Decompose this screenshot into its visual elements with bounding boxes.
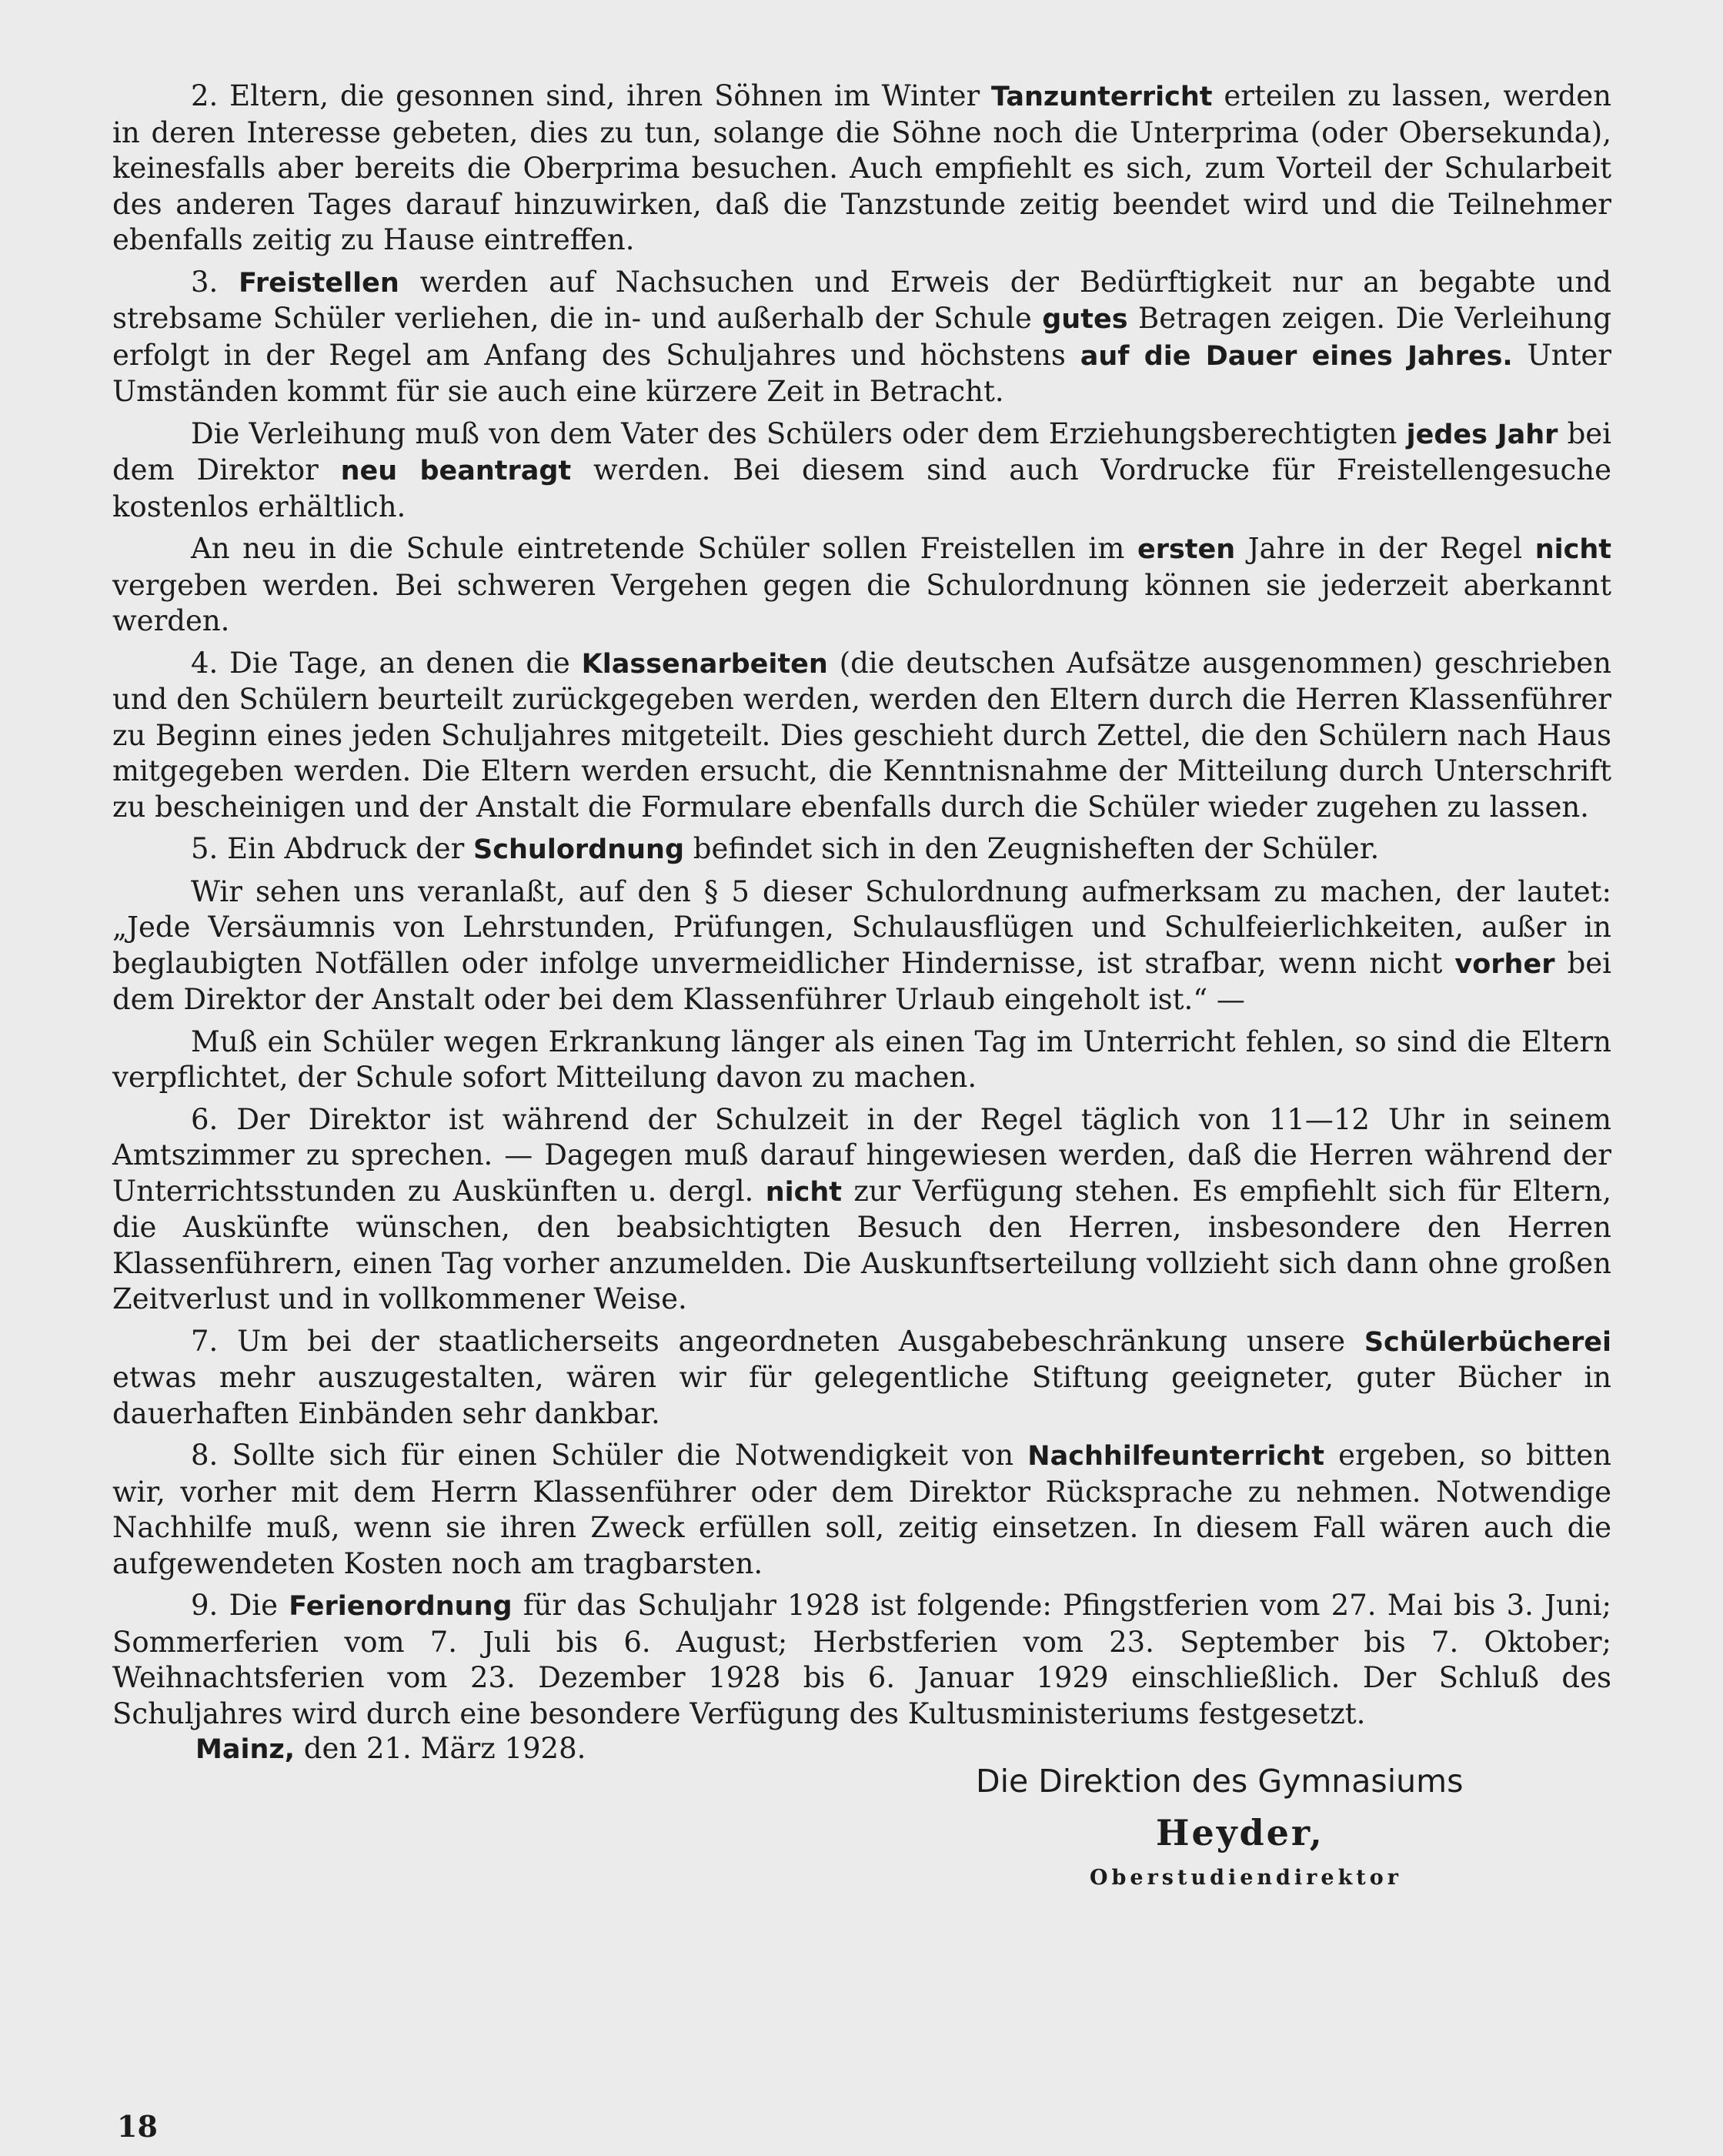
paragraph-text: werden auf Nachsuchen und Erweis der Bedürftigkeit nur an begabte und strebsame Schüler verliehen, die in- und außerhalb der Schule (112, 265, 1611, 335)
dateline (195, 1732, 586, 1765)
paragraph (112, 79, 1611, 259)
paragraph-text: 3. (191, 265, 239, 299)
emphasis-text: vorher (1454, 948, 1555, 980)
paragraph-text: bei dem Direktor der Anstalt oder bei dem Klassenführer Urlaub eingeholt ist.“ — (112, 946, 1611, 1016)
paragraph (112, 265, 1611, 410)
paragraph-text: 9. Die (191, 1589, 289, 1622)
signature-organization: Die Direktion des Gymnasiums (976, 1763, 1464, 1800)
paragraph-text: Muß ein Schüler wegen Erkrankung länger als einen Tag im Unterricht fehlen, so sind die Eltern verpflichtet, der Schule sofort Mitteilung davon zu machen. (112, 1025, 1611, 1094)
paragraph-text: Die Verleihung muß von dem Vater des Schülers oder dem Erziehungsberechtigten (191, 416, 1407, 450)
paragraph-text: 2. Eltern, die gesonnen sind, ihren Söhnen im Winter (191, 79, 992, 112)
paragraph-text: (die deutschen Aufsätze ausgenommen) geschrieben und den Schülern beurteilt zurückgegeben werden, werden den Eltern durch die Herren Klassenführer zu Beginn eines jeden Schuljahres mitgeteilt. Dies geschieht durch Zettel, die den Schülern nach Haus mitgegeben werden. Die Eltern werden ersucht, die Kenntnisnahme der Mitteilung durch Unterschrift zu bescheinigen und der Anstalt die Formulare ebenfalls durch die Schüler wieder zugehen zu lassen. (112, 646, 1611, 824)
dateline-date: den 21. März 1928. (295, 1732, 586, 1765)
paragraph-text: 7. Um bei der staatlicherseits angeordneten Ausgabebeschränkung unsere (191, 1324, 1364, 1358)
paragraph-text: etwas mehr auszugestalten, wären wir für gelegentliche Stiftung geeigneter, guter Bücher in dauerhaften Einbänden sehr dankbar. (112, 1361, 1611, 1430)
paragraph (112, 646, 1611, 826)
body-text (112, 79, 1611, 1738)
emphasis-text: Freistellen (239, 267, 399, 299)
paragraph (112, 1324, 1611, 1432)
paragraph-text: 4. Die Tage, an denen die (191, 646, 582, 680)
paragraph-text: 6. Der Direktor ist während der Schulzeit in der Regel täglich von 11—12 Uhr in seinem Amtszimmer zu sprechen. — Dagegen muß darauf hingewiesen werden, daß die Herren während der Unterrichtsstunden zu Auskünften u. dergl. (112, 1102, 1611, 1208)
emphasis-text: nicht (765, 1176, 843, 1208)
paragraph-text: für das Schuljahr 1928 ist folgende: Pfingstferien vom 27. Mai bis 3. Juni; Sommerferien vom 7. Juli bis 6. August; Herbstferien vom 23. September bis 7. Oktober; Weihnachtsferien vom 23. Dezember 1928 bis 6. Januar 1929 einschließlich. Der Schluß des Schuljahres wird durch eine besondere Verfügung des Kultusministeriums festgesetzt. (112, 1589, 1611, 1730)
dateline-place: Mainz, (195, 1734, 296, 1765)
paragraph-text: vergeben werden. Bei schweren Vergehen gegen die Schulordnung können sie jederzeit aberkannt werden. (112, 568, 1611, 637)
paragraph-text: Unter Umständen kommt für sie auch eine kürzere Zeit in Betracht. (112, 338, 1611, 408)
paragraph-text: zur Verfügung stehen. Es empfiehlt sich für Eltern, die Auskünfte wünschen, den beabsichtigten Besuch den Herren, insbesondere den Herren Klassenführern, einen Tag vorher anzumelden. Die Auskunftserteilung vollzieht sich dann ohne großen Zeitverlust und in vollkommener Weise. (112, 1174, 1612, 1315)
paragraph-text: Betragen zeigen. Die Verleihung erfolgt in der Regel am Anfang des Schuljahres und höchstens (112, 302, 1612, 372)
paragraph (112, 1102, 1611, 1318)
emphasis-text: Klassenarbeiten (581, 648, 828, 680)
paragraph (112, 874, 1611, 1018)
paragraph-text: Jahre in der Regel (1235, 532, 1535, 565)
signature-name: Heyder, (1156, 1812, 1324, 1853)
paragraph (112, 416, 1611, 526)
paragraph-text: bei dem Direktor (112, 416, 1611, 486)
emphasis-text: Schulordnung (473, 834, 684, 865)
emphasis-text: neu beantragt (340, 456, 572, 486)
emphasis-text: ersten (1137, 534, 1236, 565)
paragraph-text: An neu in die Schule eintretende Schüler sollen Freistellen im (191, 532, 1137, 565)
paragraph-text: 5. Ein Abdruck der (191, 832, 474, 865)
emphasis-text: Schülerbücherei (1364, 1326, 1611, 1358)
page-number: 18 (117, 2109, 158, 2144)
emphasis-text: jedes Jahr (1406, 419, 1558, 450)
paragraph (112, 531, 1611, 640)
emphasis-text: Ferienordnung (289, 1591, 513, 1622)
paragraph (112, 1438, 1611, 1582)
paragraph (112, 1588, 1611, 1732)
signature-title: Oberstudiendirektor (1090, 1866, 1403, 1890)
paragraph-text: Wir sehen uns veranlaßt, auf den § 5 dieser Schulordnung aufmerksam zu machen, der lautet: „Jede Versäumnis von Lehrstunden, Prüfungen, Schulausflügen und Schulfeierlichkeiten, außer in beglaubigten Notfällen oder infolge unvermeidlicher Hindernisse, ist strafbar, wenn nicht (112, 874, 1611, 980)
emphasis-text: gutes (1042, 304, 1128, 335)
paragraph-text: werden. Bei diesem sind auch Vordrucke für Freistellengesuche kostenlos erhältlich. (112, 453, 1611, 523)
paragraph (112, 1025, 1611, 1096)
emphasis-text: Nachhilfeunterricht (1027, 1441, 1324, 1472)
paragraph-text: 8. Sollte sich für einen Schüler die Notwendigkeit von (191, 1439, 1028, 1472)
emphasis-text: Tanzunterricht (991, 82, 1213, 112)
paragraph-text: erteilen zu lassen, werden in deren Interesse gebeten, dies zu tun, solange die Söhne noch die Unterprima (oder Obersekunda), keinesfalls aber bereits die Oberprima besuchen. Auch empfiehlt es sich, zum Vorteil der Schularbeit des anderen Tages darauf hinzuwirken, daß die Tanzstunde zeitig beendet wird und die Teilnehmer ebenfalls zeitig zu Hause eintreffen. (112, 79, 1611, 256)
emphasis-text: nicht (1534, 534, 1611, 565)
emphasis-text: auf die Dauer eines Jahres. (1080, 340, 1513, 372)
paragraph (112, 831, 1611, 868)
paragraph-text: befindet sich in den Zeugnisheften der Schüler. (684, 832, 1380, 865)
paragraph-text: ergeben, so bitten wir, vorher mit dem Herrn Klassenführer oder dem Direktor Rücksprache zu nehmen. Notwendige Nachhilfe muß, wenn sie ihren Zweck erfüllen soll, zeitig einsetzen. In diesem Fall wären auch die aufgewendeten Kosten noch am tragbarsten. (112, 1439, 1611, 1580)
